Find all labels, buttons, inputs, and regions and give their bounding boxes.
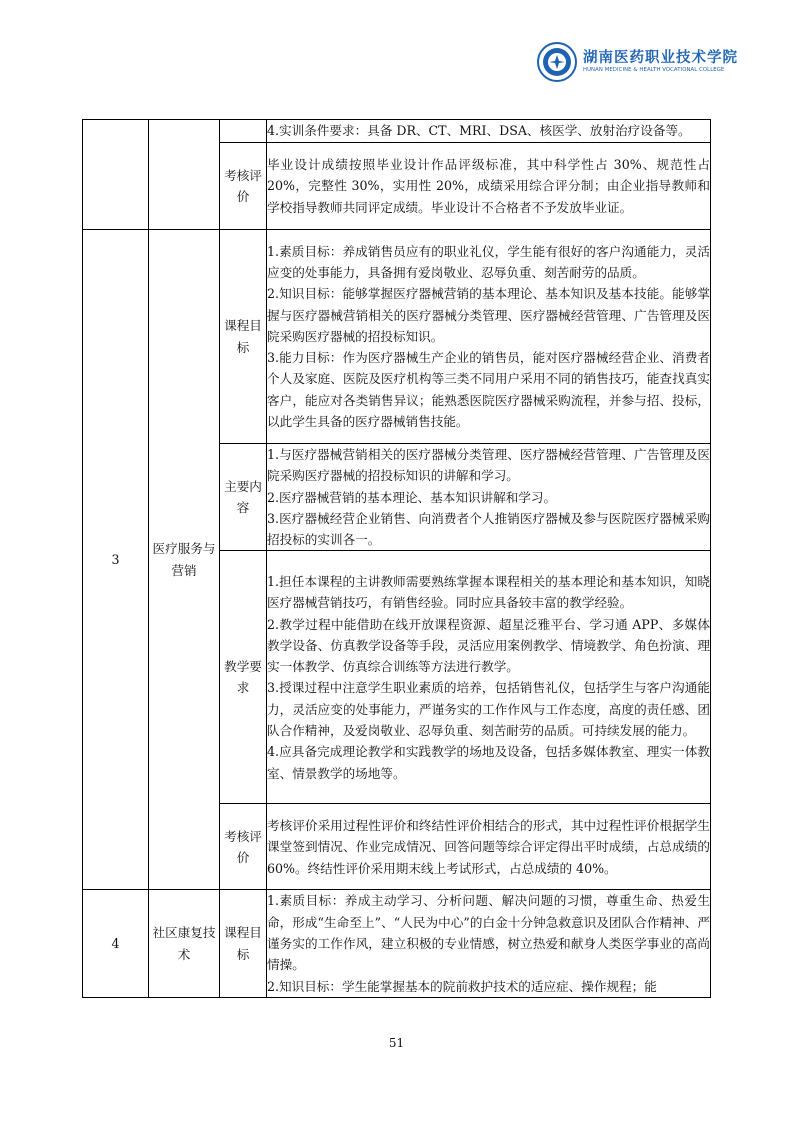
row-number-cell: 4: [83, 890, 149, 997]
school-name-en: HUNAN MEDICINE & HEALTH VOCATIONAL COLLEGE: [583, 67, 725, 73]
table-row: [83, 120, 711, 143]
row-label-cell: 课程目标: [220, 890, 267, 997]
school-emblem-icon: [537, 42, 577, 82]
row-content-cell: 毕业设计成绩按照毕业设计作品评级标准，其中科学性占 30%、规范性占 20%，完整性 30%，实用性 20%，成绩采用综合评分制；由企业指导教师和学校指导教师共同评定成绩。毕业设计不合格者不予发放毕业证。: [267, 143, 711, 230]
row-content-cell: 1.担任本课程的主讲教师需要熟练掌握本课程相关的基本理论和基本知识，知晓医疗器械营销技巧，有销售经验。同时应具备较丰富的教学经验。 2.教学过程中能借助在线开放课程资源、超星泛雅平台、学习通 APP、多媒体教学设备、仿真教学设备等手段，灵活应用案例教学、情境教学、角色扮演、理实一体教学、仿真综合训练等方法进行教学。 3.授课过程中注意学生职业素质的培养，包括销售礼仪，包括学生与客户沟通能力，灵活应变的处事能力，严谨务实的工作作风与工作态度，高度的责任感、团队合作精神，及爱岗敬业、忍辱负重、刻苦耐劳的品质。可持续发展的能力。 4.应具备完成理论教学和实践教学的场地及设备，包括多媒体教室、理实一体教室、情景教学的场地等。: [267, 551, 711, 804]
course-name-cell: [149, 120, 220, 230]
row-label-cell: 主要内容: [220, 444, 267, 551]
page-number: 51: [388, 1036, 405, 1050]
row-label-cell: [220, 120, 267, 143]
table-row: [83, 230, 711, 444]
course-name-cell: 社区康复技术: [149, 890, 220, 997]
course-name-cell: 医疗服务与营销: [149, 230, 220, 890]
row-content-cell: 4.实训条件要求：具备 DR、CT、MRI、DSA、核医学、放射治疗设备等。: [267, 120, 711, 143]
row-label-cell: 课程目标: [220, 230, 267, 444]
row-content-cell: 考核评价采用过程性评价和终结性评价相结合的形式，其中过程性评价根据学生课堂签到情况、作业完成情况、回答问题等综合评定得出平时成绩，占总成绩的 60%。终结性评价采用期末线上考试形式，占总成绩的 40%。: [267, 804, 711, 890]
row-number-cell: [83, 120, 149, 230]
school-logo: [537, 42, 747, 86]
table-row: [83, 890, 711, 997]
row-content-cell: 1.素质目标：养成销售员应有的职业礼仪，学生能有很好的客户沟通能力，灵活应变的处事能力，具备拥有爱岗敬业、忍辱负重、刻苦耐劳的品质。 2.知识目标：能够掌握医疗器械营销的基本理论、基本知识及基本技能。能够掌握与医疗器械营销相关的医疗器械分类管理、医疗器械经营管理、广告管理及医院采购医疗器械的招投标知识。 3.能力目标：作为医疗器械生产企业的销售员，能对医疗器械经营企业、消费者个人及家庭、医院及医疗机构等三类不同用户采用不同的销售技巧，能查找真实客户，能应对各类销售异议；能熟悉医院医疗器械采购流程，并参与招、投标，以此学生具备的医疗器械销售技能。: [267, 230, 711, 444]
row-number-cell: 3: [83, 230, 149, 890]
row-label-cell: 教学要求: [220, 551, 267, 804]
row-label-cell: 考核评价: [220, 804, 267, 890]
school-name-cn: 湖南医药职业技术学院: [583, 49, 738, 66]
row-label-cell: 考核评价: [220, 143, 267, 230]
course-table: [82, 119, 715, 998]
row-content-cell: 1.与医疗器械营销相关的医疗器械分类管理、医疗器械经营管理、广告管理及医院采购医疗器械的招投标知识的讲解和学习。 2.医疗器械营销的基本理论、基本知识讲解和学习。 3.医疗器械经营企业销售、向消费者个人推销医疗器械及参与医院医疗器械采购招投标的实训各一。: [267, 444, 711, 551]
row-content-cell: 1.素质目标：养成主动学习、分析问题、解决问题的习惯，尊重生命、热爱生命，形成“生命至上”、“人民为中心”的白金十分钟急救意识及团队合作精神、严谨务实的工作作风，建立积极的专业情感，树立热爱和献身人类医学事业的高尚情操。 2.知识目标：学生能掌握基本的院前救护技术的适应症、操作规程；能: [267, 890, 711, 997]
